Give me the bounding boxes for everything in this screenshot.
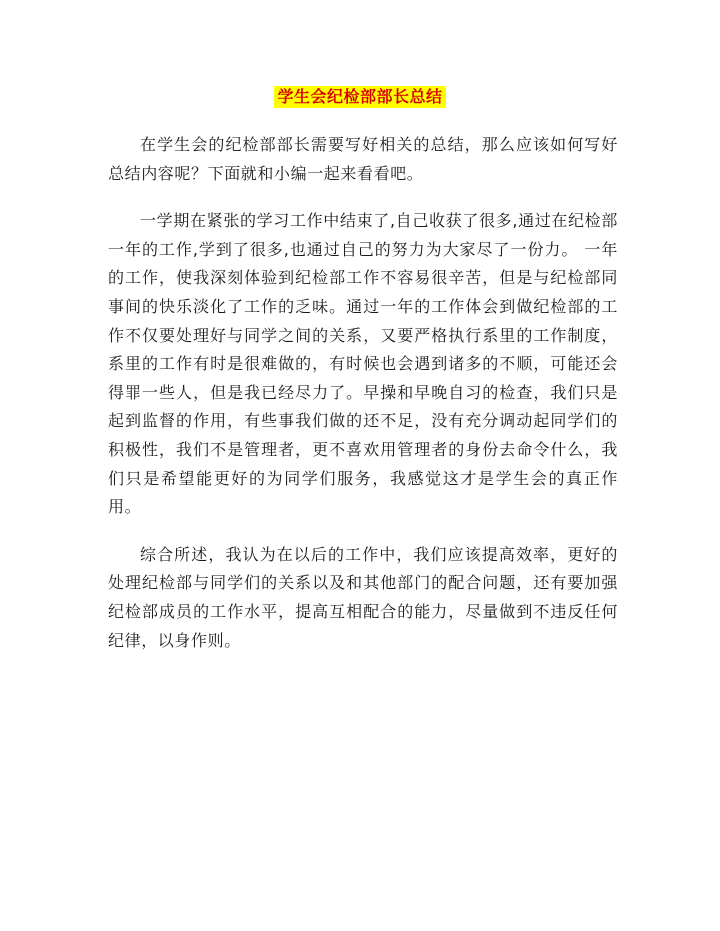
document-title: 学生会纪检部部长总结 <box>274 86 445 108</box>
paragraph-main: 一学期在紧张的学习工作中结束了,自己收获了很多,通过在纪检部一年的工作,学到了很多,也通过自己的努力为大家尽了一份力。 一年的工作，使我深刻体验到纪检部工作不容易很辛苦，但是与纪检部同事间的快乐淡化了工作的乏味。通过一年的工作体会到做纪检部的工作不仅要处理好与同学之间的关系，又要严格执行系里的工作制度，系里的工作有时是很难做的，有时候也会遇到诸多的不顺，可能还会得罪一些人，但是我已经尽力了。早操和早晚自习的检查，我们只是起到监督的作用，有些事我们做的还不足，没有充分调动起同学们的积极性，我们不是管理者，更不喜欢用管理者的身份去命令什么，我们只是希望能更好的为同学们服务，我感觉这才是学生会的真正作用。 <box>108 211 618 517</box>
paragraph-conclusion: 综合所述，我认为在以后的工作中，我们应该提高效率，更好的处理纪检部与同学们的关系以及和其他部门的配合问题，还有要加强纪检部成员的工作水平，提高互相配合的能力，尽量做到不违反任何纪律，以身作则。 <box>108 544 618 650</box>
title-container <box>0 86 720 108</box>
document-body <box>108 131 618 674</box>
paragraph-intro: 在学生会的纪检部部长需要写好相关的总结，那么应该如何写好总结内容呢？下面就和小编一起来看看吧。 <box>108 135 618 183</box>
